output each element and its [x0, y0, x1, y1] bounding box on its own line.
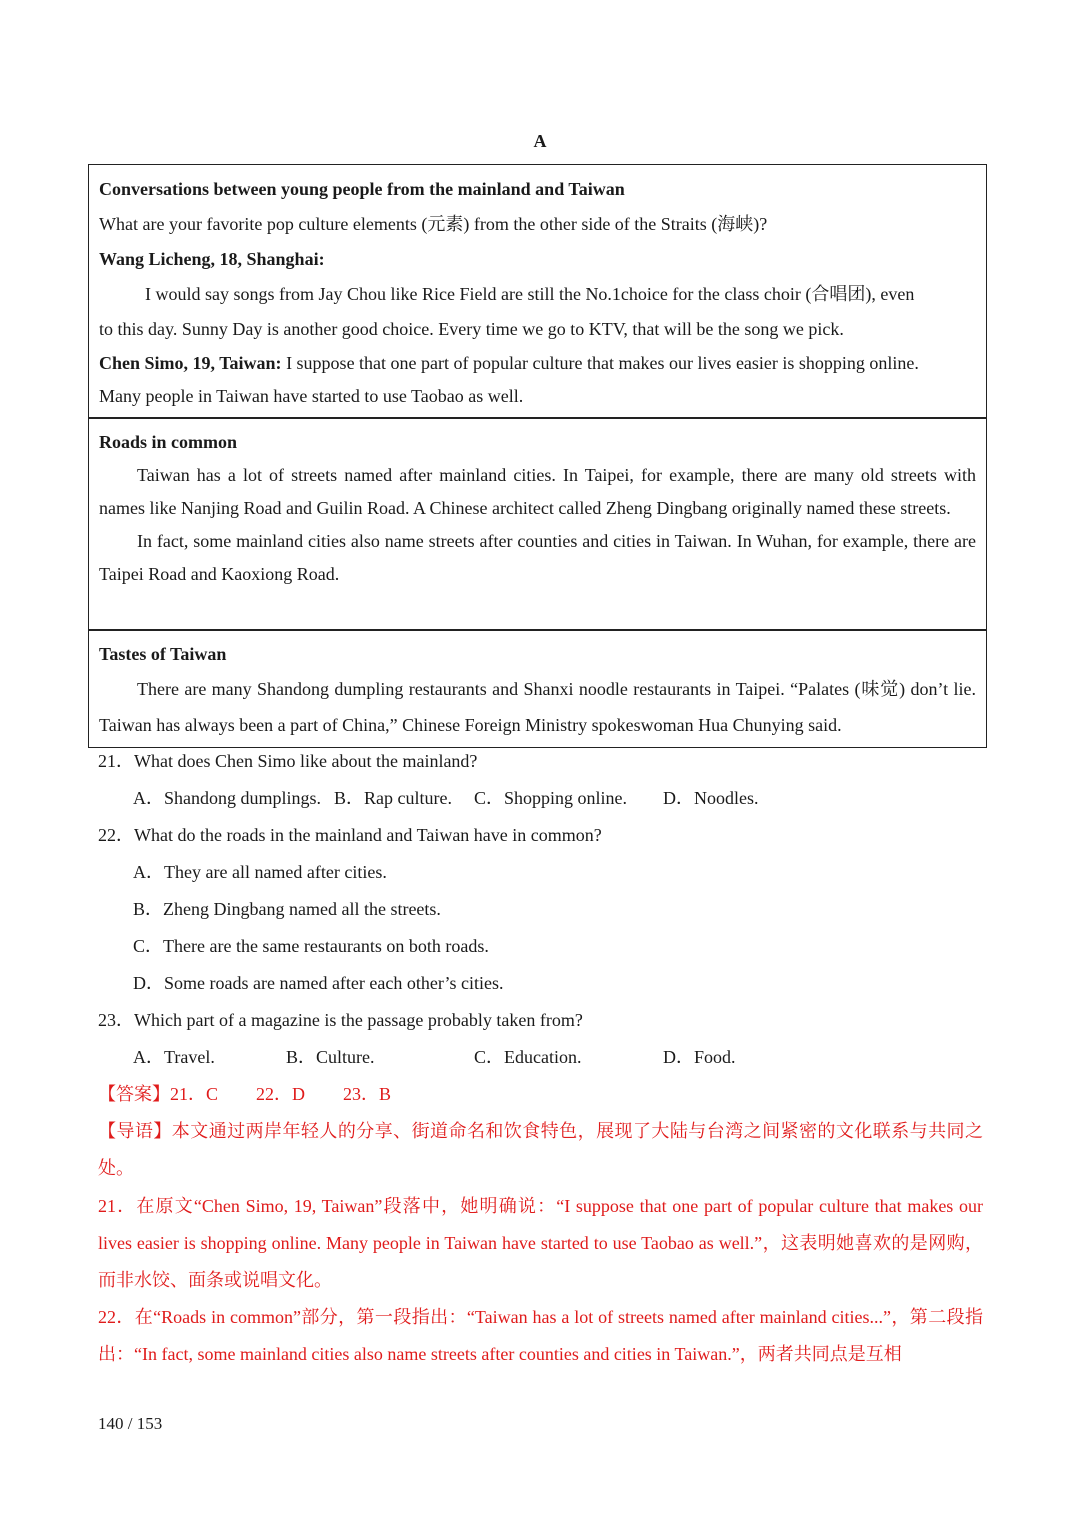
option: B．Culture.	[286, 1047, 375, 1067]
speaker-paragraph	[99, 347, 976, 380]
speaker-name: Chen Simo, 19, Taiwan:	[99, 353, 282, 373]
question-23: 23．Which part of a magazine is the passage probably taken from?	[98, 1010, 583, 1030]
passage-box-tastes	[88, 629, 987, 748]
intro-paragraph	[98, 1113, 983, 1187]
box-paragraph: There are many Shandong dumpling restaurants and Shanxi noodle restaurants in Taipei. “Palates (味觉) don’t lie. Taiwan has always been a part of China,” Chinese Foreign Ministry spokeswoman Hua Chunying said.	[99, 679, 976, 735]
page-number: 140 / 153	[98, 1414, 163, 1433]
option: A．Travel.	[133, 1047, 215, 1067]
option: C．Education.	[474, 1047, 582, 1067]
explanation-22: 22．在“Roads in common”部分，第一段指出：“Taiwan has a lot of streets named after mainland cities...”，第二段指出：“In fact, some mainland cities also name streets after counties and cities in Taiwan.”，两者共同点是互相	[98, 1307, 983, 1364]
section-letter: A	[533, 131, 547, 151]
explanation-21: 21．在原文“Chen Simo, 19, Taiwan”段落中，她明确说：“I suppose that one part of popular culture that makes our lives easier is shopping online. Many people in Taiwan have started to use Taobao as well.”，这表明她喜欢的是网购，而非水饺、面条或说唱文化。	[98, 1196, 983, 1290]
speaker-text: I would say songs from Jay Chou like Rice Field are still the No.1choice for the class choir (合唱团), even	[145, 284, 915, 304]
box-title: Tastes of Taiwan	[99, 644, 227, 664]
box-question: What are your favorite pop culture elements (元素) from the other side of the Straits (海峡)?	[99, 214, 768, 234]
passage-box-roads	[88, 417, 987, 631]
box-title: Conversations between young people from the mainland and Taiwan	[99, 179, 625, 199]
speaker-name: Wang Licheng, 18, Shanghai:	[99, 249, 325, 269]
answer-23: 23．B	[343, 1084, 392, 1104]
passage-box-conversations	[88, 164, 987, 419]
option: D．Food.	[663, 1047, 736, 1067]
speaker-text: Many people in Taiwan have started to use Taobao as well.	[99, 386, 524, 406]
option: A．Shandong dumplings.	[133, 788, 322, 808]
question-22: 22．What do the roads in the mainland and Taiwan have in common?	[98, 825, 602, 845]
option: D．Noodles.	[663, 788, 759, 808]
answer-21: 21．C	[170, 1084, 219, 1104]
box-paragraph: Taiwan has a lot of streets named after mainland cities. In Taipei, for example, there are many old streets with names like Nanjing Road and Guilin Road. A Chinese architect called Zheng Dingbang originally named these streets.	[99, 465, 976, 518]
answer-22: 22．D	[256, 1084, 306, 1104]
answer-key	[98, 1076, 983, 1113]
box-paragraph: In fact, some mainland cities also name streets after counties and cities in Taiwan. In Wuhan, for example, there are Taipei Road and Kaoxiong Road.	[99, 531, 976, 584]
option: C．Shopping online.	[474, 788, 628, 808]
question-21: 21．What does Chen Simo like about the mainland?	[98, 751, 478, 771]
option: B．Rap culture.	[334, 788, 452, 808]
intro-text: 本文通过两岸年轻人的分享、街道命名和饮食特色，展现了大陆与台湾之间紧密的文化联系与共同之处。	[98, 1121, 984, 1178]
option: B．Zheng Dingbang named all the streets.	[133, 899, 441, 919]
speaker-text: to this day. Sunny Day is another good choice. Every time we go to KTV, that will be the song we pick.	[99, 319, 844, 339]
box-title: Roads in common	[99, 432, 238, 452]
option: A．They are all named after cities.	[133, 862, 387, 882]
option: C．There are the same restaurants on both roads.	[133, 936, 489, 956]
answer-label: 【答案】	[98, 1084, 170, 1104]
intro-label: 【导语】	[98, 1121, 172, 1141]
option: D．Some roads are named after each other’s cities.	[133, 973, 504, 993]
speaker-text: I suppose that one part of popular culture that makes our lives easier is shopping online.	[281, 353, 919, 373]
